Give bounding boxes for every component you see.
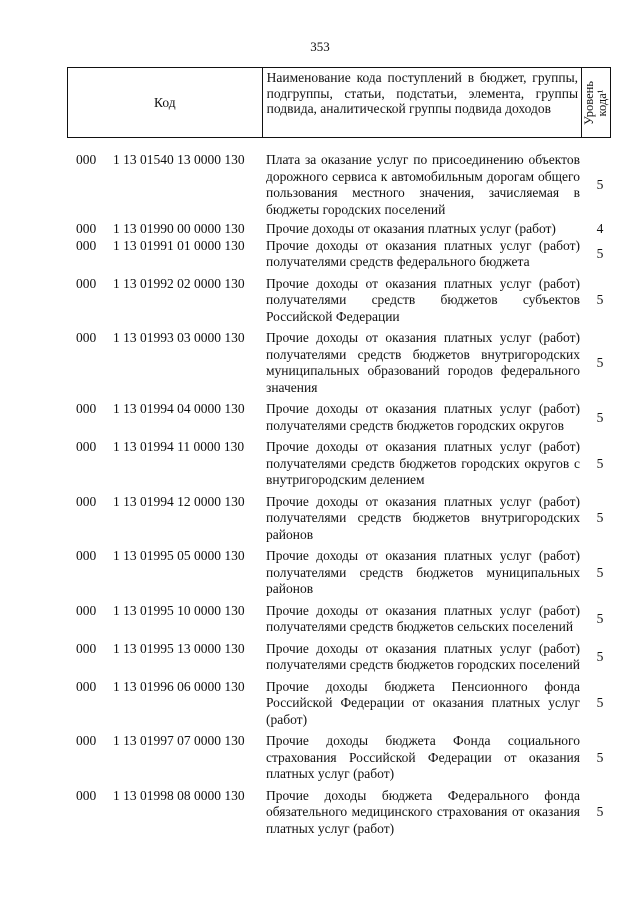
admin-code: 000 — [76, 733, 97, 748]
income-code: 1 13 01540 13 0000 130 — [113, 152, 245, 167]
income-name: Прочие доходы бюджета Фонда социального страхования Российской Федерации от оказания платных услуг (работ) — [266, 733, 580, 781]
income-name: Прочие доходы от оказания платных услуг (работ) получателями средств бюджетов городских округов с внутригородским делением — [266, 439, 580, 487]
table-row — [0, 238, 640, 271]
table-header — [67, 67, 611, 138]
table-row — [0, 548, 640, 598]
income-name: Прочие доходы от оказания платных услуг (работ) получателями средств бюджетов муниципальных районов — [266, 548, 580, 596]
code-level: 5 — [596, 292, 604, 307]
income-name: Прочие доходы от оказания платных услуг (работ) — [266, 221, 556, 236]
code-level: 5 — [596, 749, 604, 765]
table-row — [0, 152, 640, 218]
income-code: 1 13 01992 02 0000 130 — [113, 275, 245, 291]
table-row — [0, 603, 640, 636]
header-name: Наименование кода поступлений в бюджет, группы, подгруппы, статьи, подстатьи, элемента, группы подвида, аналитической группы подвида доходов — [263, 68, 582, 137]
code-level: 5 — [596, 695, 604, 710]
income-name: Прочие доходы от оказания платных услуг (работ) получателями средств бюджетов городских округов — [266, 401, 580, 433]
income-name: Плата за оказание услуг по присоединению объектов дорожного сервиса к автомобильным дорогам общего пользования местного значения, зачисляемая в бюджеты городских поселений — [266, 152, 580, 217]
admin-code: 000 — [76, 275, 97, 291]
code-level: 5 — [596, 245, 604, 261]
code-level: 5 — [596, 455, 604, 471]
income-name: Прочие доходы от оказания платных услуг (работ) получателями средств бюджетов внутригородских районов — [266, 493, 580, 542]
admin-code: 000 — [76, 152, 97, 167]
table-row — [0, 679, 640, 729]
code-level: 5 — [596, 176, 604, 192]
income-name: Прочие доходы от оказания платных услуг (работ) получателями средств бюджетов сельских поселений — [266, 602, 580, 634]
page-number: 353 — [310, 39, 330, 54]
admin-code: 000 — [76, 678, 97, 694]
table-row — [0, 494, 640, 544]
income-name: Прочие доходы от оказания платных услуг (работ) получателями средств федерального бюджета — [266, 237, 580, 269]
code-level: 5 — [596, 610, 604, 626]
code-level: 5 — [596, 409, 604, 425]
admin-code: 000 — [76, 401, 97, 416]
admin-code: 000 — [76, 493, 97, 509]
income-code: 1 13 01995 13 0000 130 — [113, 640, 245, 656]
income-name: Прочие доходы от оказания платных услуг (работ) получателями средств бюджетов городских поселений — [266, 640, 580, 672]
admin-code: 000 — [76, 640, 97, 656]
table-row — [0, 330, 640, 396]
header-level-label: Уровень кода¹ — [582, 80, 610, 125]
admin-code: 000 — [76, 330, 97, 345]
income-code: 1 13 01993 03 0000 130 — [113, 330, 245, 345]
admin-code: 000 — [76, 221, 97, 236]
code-level: 5 — [596, 648, 604, 664]
income-code: 1 13 01998 08 0000 130 — [113, 787, 245, 803]
table-row — [0, 439, 640, 489]
table-row — [0, 401, 640, 434]
income-code: 1 13 01990 00 0000 130 — [113, 221, 245, 236]
header-level — [582, 68, 610, 137]
code-level: 5 — [596, 564, 604, 580]
table-row — [0, 276, 640, 326]
income-code: 1 13 01994 04 0000 130 — [113, 401, 245, 416]
table-row — [0, 733, 640, 783]
code-level: 5 — [596, 804, 604, 819]
table-row — [0, 641, 640, 674]
income-code: 1 13 01996 06 0000 130 — [113, 678, 245, 694]
code-level: 5 — [596, 510, 604, 525]
income-name: Прочие доходы от оказания платных услуг (работ) получателями средств бюджетов внутригородских муниципальных образований городов федерального значения — [266, 330, 580, 395]
income-name: Прочие доходы бюджета Пенсионного фонда Российской Федерации от оказания платных услуг (работ) — [266, 678, 580, 727]
table-row — [0, 221, 640, 238]
income-code: 1 13 01994 12 0000 130 — [113, 493, 245, 509]
income-name: Прочие доходы от оказания платных услуг (работ) получателями средств бюджетов субъектов Российской Федерации — [266, 275, 580, 324]
income-code: 1 13 01994 11 0000 130 — [113, 439, 245, 454]
income-name: Прочие доходы бюджета Федерального фонда обязательного медицинского страхования от оказания платных услуг (работ) — [266, 787, 580, 836]
code-level: 4 — [596, 221, 604, 236]
admin-code: 000 — [76, 787, 97, 803]
admin-code: 000 — [76, 548, 97, 563]
table-row — [0, 788, 640, 838]
admin-code: 000 — [76, 237, 97, 253]
header-code: Код — [68, 68, 263, 137]
admin-code: 000 — [76, 602, 97, 618]
income-code: 1 13 01991 01 0000 130 — [113, 237, 245, 253]
table-body — [0, 152, 640, 837]
admin-code: 000 — [76, 439, 97, 454]
income-code: 1 13 01995 10 0000 130 — [113, 602, 245, 618]
code-level: 5 — [596, 354, 604, 370]
income-code: 1 13 01995 05 0000 130 — [113, 548, 245, 563]
income-code: 1 13 01997 07 0000 130 — [113, 733, 245, 748]
